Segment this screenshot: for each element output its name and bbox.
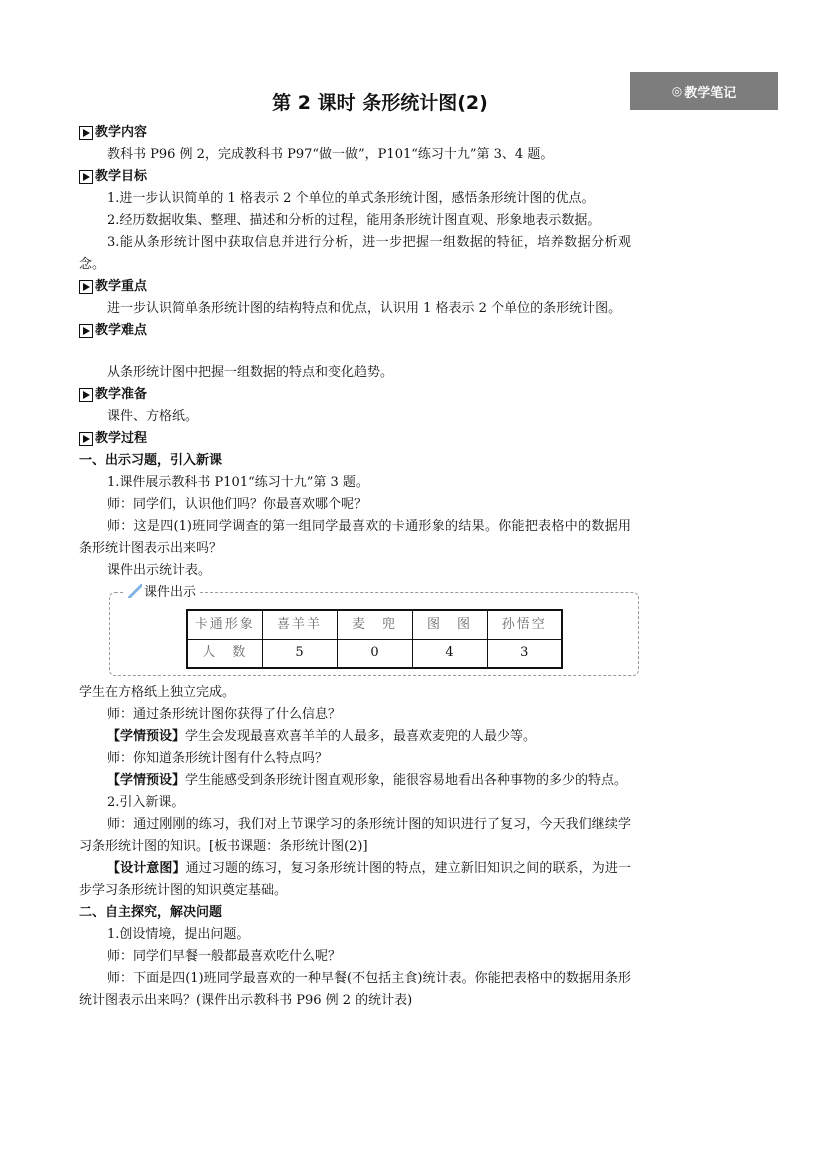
- section-heading-difficulties: 教学难点: [79, 320, 631, 342]
- process-line: 师：下面是四(1)班同学最喜欢的一种早餐(不包括主食)统计表。你能把表格中的数据用条形统计图表示出来吗？(课件出示教科书 P96 例 2 的统计表): [79, 971, 631, 1008]
- preset-paragraph: 【学情预设】学生会发现最喜欢喜羊羊的人最多，最喜欢麦兜的人最少等。: [107, 729, 537, 744]
- table-cell: 0: [337, 639, 412, 668]
- play-box-icon: [79, 324, 93, 338]
- section-heading-process: 教学过程: [79, 428, 631, 450]
- process-line: 师：同学们，认识他们吗？你最喜欢哪个呢？: [107, 497, 368, 512]
- section-heading-goals: 教学目标: [79, 166, 631, 188]
- process-line: 2.引入新课。: [107, 795, 185, 810]
- teaching-notes-label: 教学笔记: [684, 85, 737, 101]
- play-box-icon: [79, 432, 93, 446]
- process-line: 师：同学们早餐一般都最喜欢吃什么呢？: [107, 949, 342, 964]
- process-line: 1.创设情境，提出问题。: [107, 927, 250, 942]
- table-cell: 麦 兜: [337, 610, 412, 639]
- courseware-box: [109, 585, 639, 676]
- preset-paragraph: 【学情预设】学生能感受到条形统计图直观形象，能很容易地看出各种事物的多少的特点。: [107, 773, 628, 788]
- design-tag: 【设计意图】: [107, 861, 186, 876]
- lesson-content: [79, 122, 631, 1012]
- goal-item: 2.经历数据收集、整理、描述和分析的过程，能用条形统计图直观、形象地表示数据。: [107, 213, 601, 228]
- preparation-text: 课件、方格纸。: [107, 409, 199, 424]
- play-box-icon: [79, 280, 93, 294]
- play-box-icon: [79, 388, 93, 402]
- process-part1-title: 一、出示习题，引入新课: [79, 453, 223, 468]
- goal-item: 3.能从条形统计图中获取信息并进行分析，进一步把握一组数据的特征，培养数据分析观念。: [79, 235, 631, 272]
- process-line: 学生在方格纸上独立完成。: [79, 685, 236, 700]
- table-cell: 人 数: [187, 639, 262, 668]
- section-heading-key-points: 教学重点: [79, 276, 631, 298]
- preset-tag: 【学情预设】: [107, 729, 186, 744]
- table-cell: 5: [262, 639, 337, 668]
- table-cell: 卡通形象: [187, 610, 262, 639]
- table-cell: 3: [487, 639, 562, 668]
- table-row: [187, 639, 562, 668]
- courseware-label: 课件出示: [124, 582, 200, 604]
- preset-tag: 【学情预设】: [107, 773, 186, 788]
- cartoon-stat-table: [186, 609, 563, 669]
- difficulties-text: 从条形统计图中把握一组数据的特点和变化趋势。: [107, 365, 394, 380]
- process-line: 1.课件展示教科书 P101“练习十九”第 3 题。: [107, 475, 369, 490]
- content-text: 教科书 P96 例 2，完成教科书 P97“做一做”，P101“练习十九”第 3、4 题。: [107, 147, 554, 162]
- process-line: 师：你知道条形统计图有什么特点吗？: [107, 751, 329, 766]
- process-line: 课件出示统计表。: [107, 563, 212, 578]
- design-paragraph: 【设计意图】通过习题的练习，复习条形统计图的特点，建立新旧知识之间的联系，为进一步学习条形统计图的知识奠定基础。: [79, 861, 631, 898]
- table-cell: 4: [412, 639, 487, 668]
- key-points-text: 进一步认识简单条形统计图的结构特点和优点，认识用 1 格表示 2 个单位的条形统计图。: [107, 301, 622, 316]
- table-cell: 图 图: [412, 610, 487, 639]
- play-box-icon: [79, 170, 93, 184]
- goal-item: 1.进一步认识简单的 1 格表示 2 个单位的单式条形统计图，感悟条形统计图的优点。: [107, 191, 595, 206]
- pen-stroke-icon: [128, 584, 142, 598]
- table-cell: 孙悟空: [487, 610, 562, 639]
- process-line: 师：通过条形统计图你获得了什么信息？: [107, 707, 342, 722]
- lesson-title: 第 2 课时 条形统计图(2): [272, 92, 488, 114]
- section-heading-content: 教学内容: [79, 122, 631, 144]
- circle-dot-icon: ◎: [671, 84, 683, 98]
- table-cell: 喜羊羊: [262, 610, 337, 639]
- table-header-row: [187, 610, 562, 639]
- section-heading-preparation: 教学准备: [79, 384, 631, 406]
- process-line: 师：这是四(1)班同学调查的第一组同学最喜欢的卡通形象的结果。你能把表格中的数据用条形统计图表示出来吗？: [79, 519, 631, 556]
- play-box-icon: [79, 126, 93, 140]
- process-part2-title: 二、自主探究，解决问题: [79, 905, 223, 920]
- process-line: 师：通过刚刚的练习，我们对上节课学习的条形统计图的知识进行了复习，今天我们继续学习条形统计图的知识。[板书课题：条形统计图(2)]: [79, 817, 631, 854]
